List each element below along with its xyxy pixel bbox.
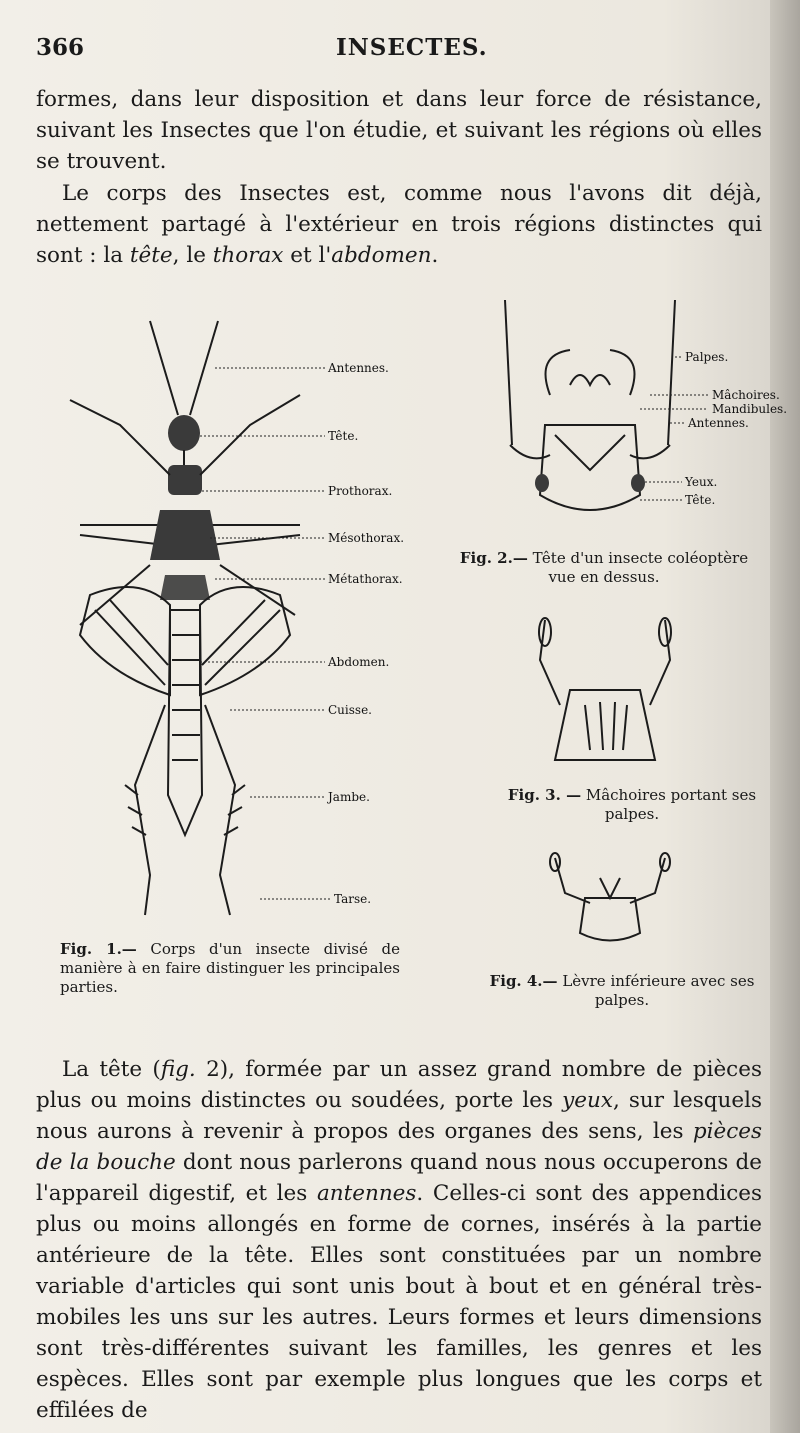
paragraph-3-d: . Celles-ci sont des appendices plus ou moins allongés en forme de cornes, insérés à la partie antérieure de la tête. Elles sont constituées par un nombre variable d'articles qui sont unis bout à bout et en général très-mobiles les uns sur les autres. Leurs formes et leurs dimensions sont très-différentes suivant les familles, les genres et les espèces. Elles sont par exemple plus longues que les corps et effilées de [36, 1181, 762, 1423]
fig1-label-metathorax: Métathorax. [328, 572, 403, 586]
paragraph-3-b: , sur lesquels nous aurons à revenir à propos des organes des sens, les [36, 1088, 762, 1144]
term-abdomen: abdomen [331, 243, 432, 268]
term-tete: tête [129, 243, 173, 268]
term-yeux: yeux [562, 1088, 613, 1113]
fig1-label-cuisse: Cuisse. [328, 703, 372, 717]
fig1-insect-illustration [50, 315, 450, 925]
paragraph-3-lead: La tête ( [62, 1057, 161, 1082]
fig2-label-antennes: Antennes. [688, 416, 749, 430]
paragraph-2-end: . [431, 243, 439, 268]
fig2-label-palpes: Palpes. [685, 350, 729, 364]
fig2-label-yeux: Yeux. [685, 475, 718, 489]
fig2-caption [448, 549, 760, 587]
fig3-caption-number: Fig. 3. — [507, 786, 582, 804]
fig2-label-machoires: Mâchoires. [712, 388, 780, 402]
paragraph-2-lead: la [103, 243, 130, 268]
fig2-drawing [505, 300, 675, 510]
fig1-label-tete: Tête. [328, 429, 359, 443]
paragraph-2-text: Le corps des Insectes est, comme nous l'avons dit déjà, nettement partagé à l'extérieur en trois régions distinctes qui sont : [36, 181, 762, 268]
fig1-label-abdomen: Abdomen. [328, 655, 390, 669]
fig1-label-tarse: Tarse. [334, 892, 372, 906]
fig2-caption-text: Tête d'un insecte coléoptère vue en dessus. [532, 549, 749, 586]
page-header [36, 34, 756, 74]
paragraph-2-mid2: et l' [283, 243, 332, 268]
fig4-drawing [550, 853, 670, 941]
paragraph-1: formes, dans leur disposition et dans leur force de résistance, suivant les Insectes que l'on étudie, et suivant les régions où elles se trouvent. [36, 87, 762, 174]
running-title: INSECTES. [336, 34, 488, 61]
fig1-label-prothorax: Prothorax. [328, 484, 393, 498]
fig4-caption-text: Lèvre inférieure avec ses palpes. [562, 972, 755, 1009]
fig2-caption-number: Fig. 2.— [459, 549, 528, 567]
fig1-label-mesothorax: Mésothorax. [328, 531, 405, 545]
fig3-caption-text: Mâchoires portant ses palpes. [585, 786, 757, 823]
fig3-drawing [539, 618, 671, 760]
term-pieces-bouche: pièces de la bouche [36, 1119, 762, 1175]
fig4-caption [472, 972, 772, 1010]
term-antennes: antennes [316, 1181, 417, 1206]
fig1-caption-number: Fig. 1.— [60, 940, 137, 958]
paragraph-2 [36, 178, 762, 271]
fig1-caption [60, 940, 400, 997]
fig1-caption-text: Corps d'un insecte divisé de manière à en faire distinguer les principales parties. [60, 940, 400, 996]
fig1-drawing [70, 321, 300, 915]
paragraph-3-c: dont nous parlerons quand nous nous occuperons de l'appareil digestif, et les [36, 1150, 763, 1206]
page-edge [770, 0, 800, 1433]
fig4-caption-number: Fig. 4.— [489, 972, 558, 990]
fig2-head-illustration [490, 295, 788, 535]
fig2-label-tete: Tête. [685, 493, 716, 507]
paragraph-3 [36, 1054, 762, 1426]
fig3-caption [482, 786, 782, 824]
fig1-label-jambe: Jambe. [328, 790, 370, 804]
paragraph-2-mid1: , le [172, 243, 213, 268]
fig3-maxillae-illustration [525, 610, 685, 770]
ref-fig: fig. [160, 1057, 196, 1082]
paragraph-3-a: 2), formée par un assez grand nombre de pièces plus ou moins distinctes ou soudées, porte les [36, 1057, 762, 1113]
page-number: 366 [36, 34, 85, 61]
fig4-labium-illustration [545, 848, 675, 948]
term-thorax: thorax [212, 243, 284, 268]
fig1-label-antennes: Antennes. [328, 361, 389, 375]
fig1-leader-lines [200, 368, 330, 899]
fig2-label-mandibules: Mandibules. [712, 402, 788, 416]
